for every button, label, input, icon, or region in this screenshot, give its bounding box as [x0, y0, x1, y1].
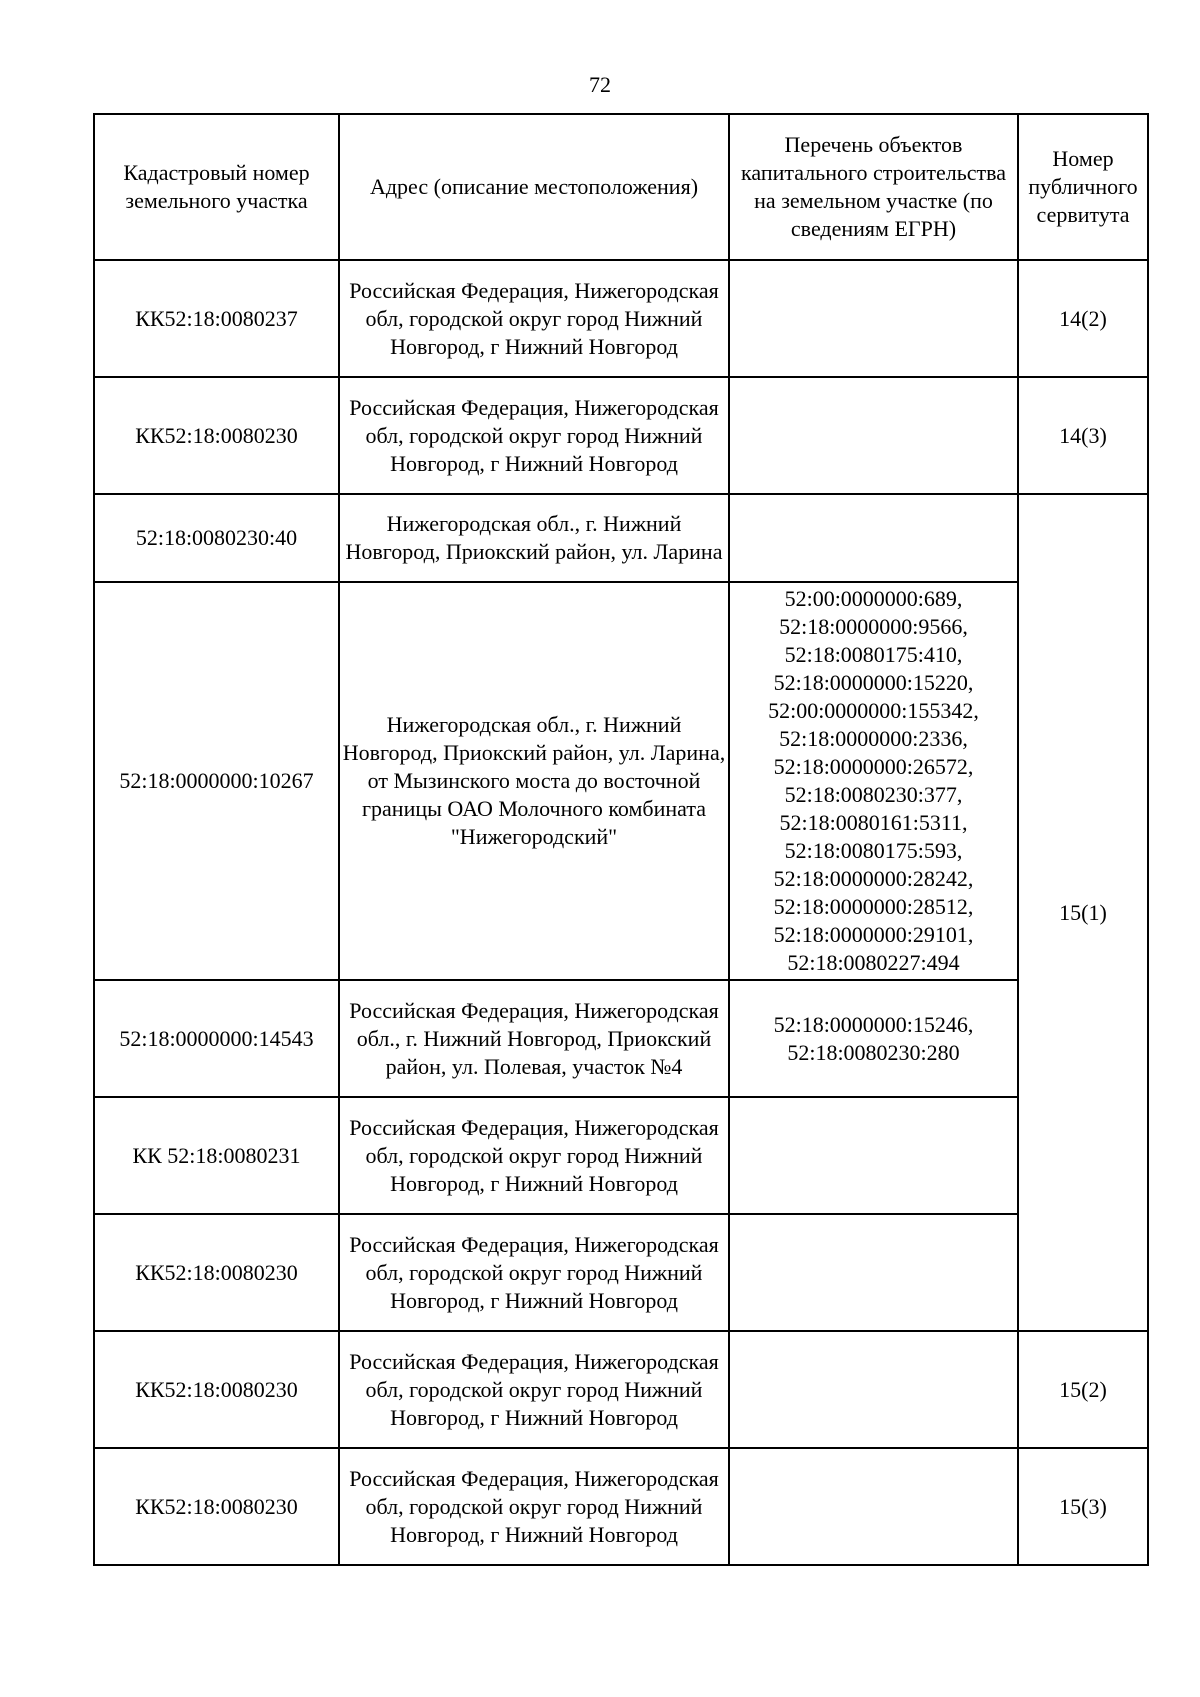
objects-cell — [729, 260, 1018, 377]
servitude-number-cell: 15(1) — [1018, 494, 1148, 1331]
cadastral-number-cell: КК52:18:0080237 — [94, 260, 339, 377]
header-address: Адрес (описание местоположения) — [339, 114, 729, 260]
servitude-number-cell: 15(3) — [1018, 1448, 1148, 1565]
table-row — [94, 1097, 1148, 1214]
cadastral-number-cell: КК52:18:0080230 — [94, 1448, 339, 1565]
objects-cell — [729, 1331, 1018, 1448]
address-cell: Российская Федерация, Нижегородская обл, городской округ город Нижний Новгород, г Нижний Новгород — [339, 1214, 729, 1331]
objects-cell — [729, 1448, 1018, 1565]
address-cell: Российская Федерация, Нижегородская обл., г. Нижний Новгород, Приокский район, ул. Полевая, участок №4 — [339, 980, 729, 1097]
table-row — [94, 494, 1148, 582]
address-cell: Российская Федерация, Нижегородская обл, городской округ город Нижний Новгород, г Нижний Новгород — [339, 1331, 729, 1448]
header-construction-objects: Перечень объектов капитального строительства на земельном участке (по сведениям ЕГРН) — [729, 114, 1018, 260]
page-number: 72 — [589, 72, 611, 97]
table-row — [94, 260, 1148, 377]
table-row — [94, 1331, 1148, 1448]
cadastral-number-cell: 52:18:0000000:14543 — [94, 980, 339, 1097]
address-cell: Российская Федерация, Нижегородская обл, городской округ город Нижний Новгород, г Нижний Новгород — [339, 1448, 729, 1565]
cadastral-number-cell: 52:18:0000000:10267 — [94, 582, 339, 980]
table-row — [94, 582, 1148, 980]
address-cell: Нижегородская обл., г. Нижний Новгород, Приокский район, ул. Ларина — [339, 494, 729, 582]
header-servitude-number: Номер публичного сервитута — [1018, 114, 1148, 260]
cadastral-number-cell: КК52:18:0080230 — [94, 1214, 339, 1331]
table-header-row — [94, 114, 1148, 260]
objects-cell: 52:18:0000000:15246, 52:18:0080230:280 — [729, 980, 1018, 1097]
objects-cell — [729, 377, 1018, 494]
objects-cell: 52:00:0000000:689, 52:18:0000000:9566, 52:18:0080175:410, 52:18:0000000:15220, 52:00:0000000:155342, 52:18:0000000:2336, 52:18:0000000:26572, 52:18:0080230:377, 52:18:0080161:5311, 52:18:0080175:593, 52:18:0000000:28242, 52:18:0000000:28512, 52:18:0000000:29101, 52:18:0080227:494 — [729, 582, 1018, 980]
servitude-number-cell: 14(2) — [1018, 260, 1148, 377]
table-row — [94, 377, 1148, 494]
cadastral-number-cell: КК 52:18:0080231 — [94, 1097, 339, 1214]
cadastral-number-cell: 52:18:0080230:40 — [94, 494, 339, 582]
table-row — [94, 1448, 1148, 1565]
cadastral-number-cell: КК52:18:0080230 — [94, 377, 339, 494]
table-row — [94, 980, 1148, 1097]
table-row — [94, 1214, 1148, 1331]
address-cell: Нижегородская обл., г. Нижний Новгород, Приокский район, ул. Ларина, от Мызинского моста до восточной границы ОАО Молочного комбината "Нижегородский" — [339, 582, 729, 980]
objects-cell — [729, 494, 1018, 582]
objects-cell — [729, 1097, 1018, 1214]
servitude-number-cell: 15(2) — [1018, 1331, 1148, 1448]
servitude-table — [93, 113, 1149, 1566]
address-cell: Российская Федерация, Нижегородская обл, городской округ город Нижний Новгород, г Нижний Новгород — [339, 260, 729, 377]
servitude-number-cell: 14(3) — [1018, 377, 1148, 494]
objects-cell — [729, 1214, 1018, 1331]
header-cadastral-number: Кадастровый номер земельного участка — [94, 114, 339, 260]
address-cell: Российская Федерация, Нижегородская обл, городской округ город Нижний Новгород, г Нижний Новгород — [339, 1097, 729, 1214]
address-cell: Российская Федерация, Нижегородская обл, городской округ город Нижний Новгород, г Нижний Новгород — [339, 377, 729, 494]
cadastral-number-cell: КК52:18:0080230 — [94, 1331, 339, 1448]
